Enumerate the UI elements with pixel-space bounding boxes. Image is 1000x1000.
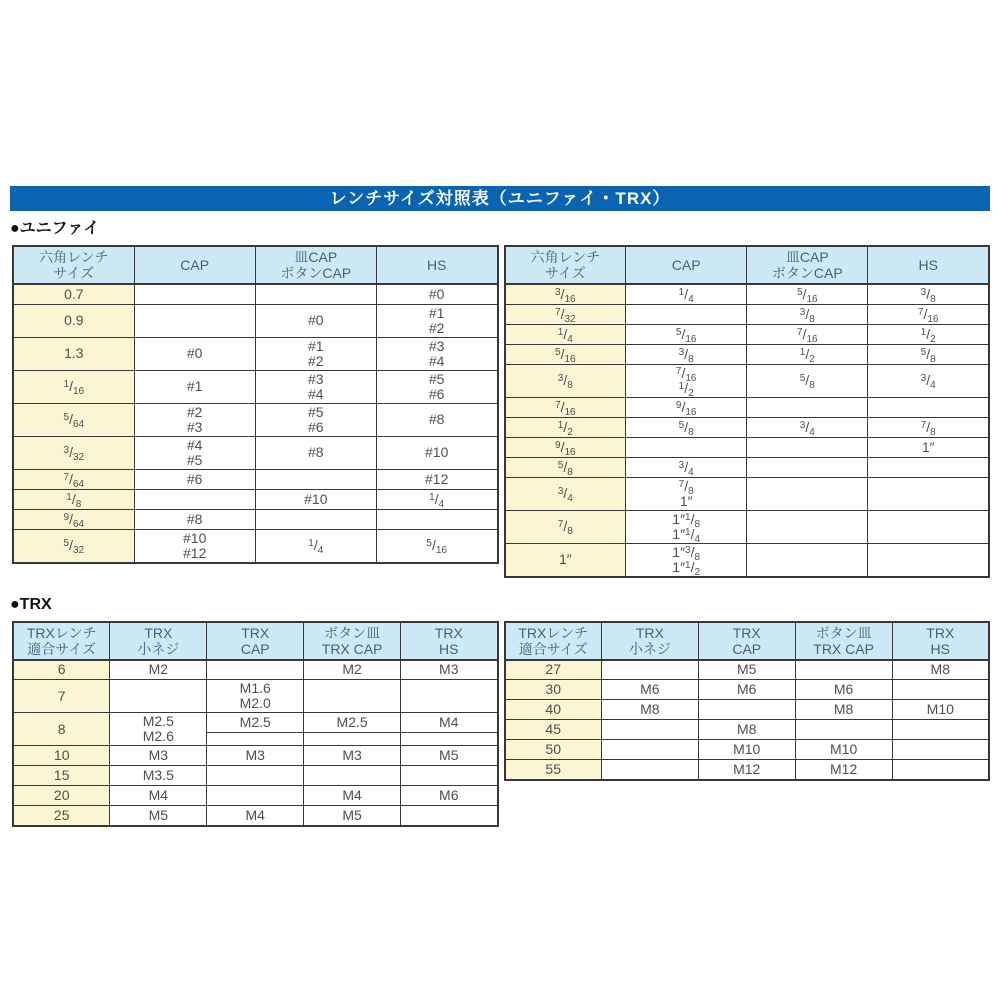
table-row — [505, 543, 990, 577]
wrench-size-cell: $^7/_{16}$ — [505, 397, 626, 417]
value-cell — [626, 437, 747, 457]
value-cell — [747, 477, 868, 510]
value-cell — [134, 304, 255, 337]
value-cell — [747, 510, 868, 543]
column-header: ボタン皿 TRX CAP — [795, 622, 892, 660]
table-row — [13, 403, 498, 436]
value-cell — [401, 806, 498, 826]
value-cell: $^5/_{16}$ — [376, 529, 497, 563]
value-cell: #10 — [376, 436, 497, 469]
table-row — [13, 469, 498, 489]
wrench-size-cell: $^9/_{16}$ — [505, 437, 626, 457]
wrench-size-cell: 20 — [13, 786, 110, 806]
value-cell — [868, 477, 989, 510]
column-header: CAP — [626, 246, 747, 284]
value-cell — [868, 397, 989, 417]
column-header: 皿CAP ボタンCAP — [255, 246, 376, 284]
value-cell: $^1/_4$ — [626, 284, 747, 304]
value-cell: M2 — [304, 660, 401, 680]
wrench-size-cell: 0.9 — [13, 304, 134, 337]
value-cell — [304, 733, 401, 746]
value-cell: $^5/_8$ — [868, 344, 989, 364]
value-cell: $^7/_8$ 1″ — [626, 477, 747, 510]
column-header: 六角レンチ サイズ — [505, 246, 626, 284]
table-row — [505, 437, 990, 457]
wrench-size-cell: 30 — [505, 680, 602, 700]
column-header: ボタン皿 TRX CAP — [304, 622, 401, 660]
value-cell: $^3/_4$ — [868, 364, 989, 397]
value-cell — [868, 543, 989, 577]
trx-left-table-slot — [12, 621, 499, 827]
value-cell: M5 — [110, 806, 207, 826]
wrench-size-cell: $^1/_{16}$ — [13, 370, 134, 403]
value-cell: M6 — [601, 680, 698, 700]
value-cell: $^9/_{16}$ — [626, 397, 747, 417]
value-cell: #0 — [255, 304, 376, 337]
column-header: TRX HS — [401, 622, 498, 660]
value-cell: M1.6 M2.0 — [207, 680, 304, 713]
trx-left-table — [12, 621, 499, 827]
value-cell: #8 — [255, 436, 376, 469]
value-cell: $1''^1/_8$ $1''^1/_4$ — [626, 510, 747, 543]
unified-left-table-slot — [12, 245, 499, 564]
wrench-size-cell: $^1/_4$ — [505, 324, 626, 344]
table-row — [505, 720, 990, 740]
wrench-size-cell: 50 — [505, 740, 602, 760]
wrench-size-cell: 7 — [13, 680, 110, 713]
wrench-size-cell: $^5/_8$ — [505, 457, 626, 477]
wrench-size-cell: $^5/_{16}$ — [505, 344, 626, 364]
section-label-trx: ●TRX — [10, 595, 52, 613]
value-cell: $^3/_8$ — [747, 304, 868, 324]
value-cell: $^5/_8$ — [626, 417, 747, 437]
value-cell: M6 — [698, 680, 795, 700]
value-cell: M10 — [698, 740, 795, 760]
value-cell — [601, 720, 698, 740]
value-cell: #6 — [134, 469, 255, 489]
value-cell — [747, 397, 868, 417]
value-cell: $^7/_{16}$ — [868, 304, 989, 324]
wrench-size-cell: $^5/_{32}$ — [13, 529, 134, 563]
wrench-size-cell: $^9/_{64}$ — [13, 509, 134, 529]
header-row — [505, 246, 990, 284]
unified-tables-row — [12, 245, 990, 578]
table-row — [13, 746, 498, 766]
column-header: 六角レンチ サイズ — [13, 246, 134, 284]
wrench-size-cell: 40 — [505, 700, 602, 720]
value-cell: $1''^3/_8$ $1''^1/_2$ — [626, 543, 747, 577]
value-cell: #0 — [134, 337, 255, 370]
section-trx — [10, 596, 990, 827]
wrench-size-cell: 55 — [505, 760, 602, 780]
value-cell: M8 — [698, 720, 795, 740]
value-cell: $^3/_4$ — [626, 457, 747, 477]
wrench-size-cell: $^7/_{32}$ — [505, 304, 626, 324]
value-cell — [747, 543, 868, 577]
column-header: TRX HS — [892, 622, 989, 660]
value-cell — [892, 740, 989, 760]
value-cell: $^1/_4$ — [376, 489, 497, 509]
value-cell — [207, 786, 304, 806]
value-cell: $^7/_8$ — [868, 417, 989, 437]
value-cell — [134, 489, 255, 509]
wrench-size-cell: 45 — [505, 720, 602, 740]
table-row — [505, 660, 990, 680]
value-cell: #8 — [134, 509, 255, 529]
wrench-size-cell: $^5/_{64}$ — [13, 403, 134, 436]
wrench-size-cell: $^3/_{32}$ — [13, 436, 134, 469]
table-row — [505, 510, 990, 543]
table-row — [505, 760, 990, 780]
value-cell — [207, 766, 304, 786]
value-cell — [626, 304, 747, 324]
value-cell: M5 — [401, 746, 498, 766]
value-cell — [401, 733, 498, 746]
column-header: CAP — [134, 246, 255, 284]
value-cell — [868, 510, 989, 543]
value-cell — [401, 680, 498, 713]
value-cell — [601, 740, 698, 760]
value-cell — [401, 766, 498, 786]
table-row — [13, 529, 498, 563]
value-cell: $^1/_2$ — [868, 324, 989, 344]
value-cell: $^5/_{16}$ — [747, 284, 868, 304]
value-cell: M4 — [401, 713, 498, 733]
value-cell: #1 — [134, 370, 255, 403]
value-cell: M2.5 M2.6 — [110, 713, 207, 746]
table-row — [13, 304, 498, 337]
column-header: TRX 小ネジ — [601, 622, 698, 660]
unified-right-table — [504, 245, 991, 578]
value-cell — [255, 284, 376, 304]
table-row — [505, 700, 990, 720]
value-cell: M6 — [401, 786, 498, 806]
value-cell — [698, 700, 795, 720]
value-cell — [255, 509, 376, 529]
value-cell: #5 #6 — [255, 403, 376, 436]
value-cell — [207, 660, 304, 680]
header-row — [13, 246, 498, 284]
value-cell: M10 — [795, 740, 892, 760]
trx-right-table — [504, 621, 991, 781]
value-cell: #3 #4 — [376, 337, 497, 370]
value-cell: #12 — [376, 469, 497, 489]
value-cell — [601, 760, 698, 780]
value-cell: $^1/_2$ — [747, 344, 868, 364]
wrench-size-cell: $^7/_8$ — [505, 510, 626, 543]
value-cell: #2 #3 — [134, 403, 255, 436]
value-cell: M3 — [304, 746, 401, 766]
value-cell: M10 — [892, 700, 989, 720]
value-cell: #8 — [376, 403, 497, 436]
value-cell — [376, 509, 497, 529]
value-cell — [892, 720, 989, 740]
value-cell: #1 #2 — [376, 304, 497, 337]
value-cell: M12 — [795, 760, 892, 780]
value-cell — [868, 457, 989, 477]
value-cell: M5 — [698, 660, 795, 680]
table-row — [505, 417, 990, 437]
table-row — [13, 806, 498, 826]
value-cell: M8 — [601, 700, 698, 720]
value-cell: $^3/_8$ — [868, 284, 989, 304]
value-cell: $^7/_{16}$ — [747, 324, 868, 344]
trx-tables-row — [12, 621, 990, 827]
wrench-size-cell: 15 — [13, 766, 110, 786]
value-cell: M12 — [698, 760, 795, 780]
page-title: レンチサイズ対照表（ユニファイ・TRX） — [329, 189, 671, 208]
table-row — [505, 740, 990, 760]
value-cell: M3 — [401, 660, 498, 680]
value-cell — [892, 680, 989, 700]
table-row — [505, 304, 990, 324]
value-cell: $^5/_8$ — [747, 364, 868, 397]
wrench-size-cell: 27 — [505, 660, 602, 680]
value-cell — [747, 437, 868, 457]
value-cell — [110, 680, 207, 713]
wrench-size-cell: 6 — [13, 660, 110, 680]
section-unified — [10, 220, 990, 578]
value-cell — [795, 660, 892, 680]
table-row — [13, 713, 498, 733]
column-header: TRXレンチ 適合サイズ — [505, 622, 602, 660]
table-row — [13, 489, 498, 509]
value-cell: #3 #4 — [255, 370, 376, 403]
value-cell: M3 — [110, 746, 207, 766]
value-cell — [795, 720, 892, 740]
wrench-size-cell: 1.3 — [13, 337, 134, 370]
table-row — [13, 284, 498, 304]
value-cell — [304, 766, 401, 786]
table-row — [505, 397, 990, 417]
wrench-size-cell: 25 — [13, 806, 110, 826]
wrench-size-cell: $^1/_8$ — [13, 489, 134, 509]
value-cell — [747, 457, 868, 477]
table-row — [13, 766, 498, 786]
value-cell: M3.5 — [110, 766, 207, 786]
column-header: 皿CAP ボタンCAP — [747, 246, 868, 284]
value-cell — [255, 469, 376, 489]
value-cell: #10 #12 — [134, 529, 255, 563]
column-header: TRXレンチ 適合サイズ — [13, 622, 110, 660]
header-row — [505, 622, 990, 660]
value-cell: M4 — [110, 786, 207, 806]
value-cell: M2 — [110, 660, 207, 680]
table-row — [505, 457, 990, 477]
unified-right-table-slot — [504, 245, 991, 578]
value-cell — [134, 284, 255, 304]
value-cell: 1″ — [868, 437, 989, 457]
title-bar — [10, 186, 990, 211]
value-cell: $^3/_4$ — [747, 417, 868, 437]
value-cell: M6 — [795, 680, 892, 700]
wrench-size-cell: $^3/_4$ — [505, 477, 626, 510]
value-cell: M4 — [304, 786, 401, 806]
column-header: TRX CAP — [698, 622, 795, 660]
table-row — [13, 786, 498, 806]
wrench-size-cell: 8 — [13, 713, 110, 746]
value-cell: M8 — [795, 700, 892, 720]
wrench-size-cell: $^3/_{16}$ — [505, 284, 626, 304]
value-cell: #1 #2 — [255, 337, 376, 370]
column-header: HS — [376, 246, 497, 284]
value-cell: #10 — [255, 489, 376, 509]
content-area — [10, 186, 990, 827]
table-row — [13, 436, 498, 469]
table-row — [505, 680, 990, 700]
value-cell: M3 — [207, 746, 304, 766]
trx-right-table-slot — [504, 621, 991, 781]
value-cell: #5 #6 — [376, 370, 497, 403]
value-cell: M2.5 — [207, 713, 304, 733]
unified-left-table — [12, 245, 499, 564]
value-cell: M4 — [207, 806, 304, 826]
column-header: TRX 小ネジ — [110, 622, 207, 660]
value-cell: M8 — [892, 660, 989, 680]
wrench-size-cell: $^3/_8$ — [505, 364, 626, 397]
value-cell — [601, 660, 698, 680]
column-header: HS — [868, 246, 989, 284]
table-row — [13, 370, 498, 403]
value-cell: $^7/_{16}$ $^1/_2$ — [626, 364, 747, 397]
wrench-size-cell: 1″ — [505, 543, 626, 577]
wrench-size-cell: $^1/_2$ — [505, 417, 626, 437]
column-header: TRX CAP — [207, 622, 304, 660]
value-cell: M2.5 — [304, 713, 401, 733]
table-row — [13, 337, 498, 370]
wrench-size-cell: $^7/_{64}$ — [13, 469, 134, 489]
table-row — [505, 364, 990, 397]
value-cell: #0 — [376, 284, 497, 304]
table-row — [505, 284, 990, 304]
value-cell: $^3/_8$ — [626, 344, 747, 364]
wrench-size-cell: 0.7 — [13, 284, 134, 304]
table-row — [13, 680, 498, 713]
value-cell: #4 #5 — [134, 436, 255, 469]
value-cell: M5 — [304, 806, 401, 826]
value-cell: $^5/_{16}$ — [626, 324, 747, 344]
table-row — [505, 344, 990, 364]
value-cell — [892, 760, 989, 780]
table-row — [505, 324, 990, 344]
value-cell: $^1/_4$ — [255, 529, 376, 563]
value-cell — [304, 680, 401, 713]
table-row — [13, 509, 498, 529]
wrench-size-cell: 10 — [13, 746, 110, 766]
header-row — [13, 622, 498, 660]
value-cell — [207, 733, 304, 746]
section-label-unified: ●ユニファイ — [10, 220, 100, 237]
table-row — [505, 477, 990, 510]
table-row — [13, 660, 498, 680]
